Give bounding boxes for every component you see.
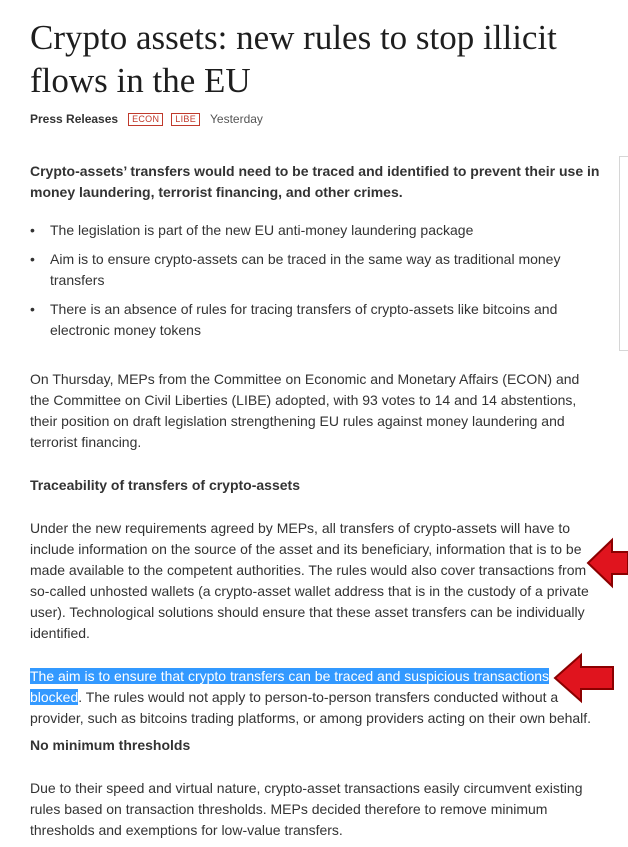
badge-econ[interactable]: ECON bbox=[128, 113, 163, 126]
list-item-text: The legislation is part of the new EU anti-money laundering package bbox=[50, 222, 474, 238]
bullet-icon: • bbox=[30, 222, 35, 238]
sidebar-frame bbox=[619, 156, 628, 351]
section-heading-thresholds: No minimum thresholds bbox=[30, 737, 191, 753]
list-item bbox=[30, 220, 600, 241]
section-heading-traceability: Traceability of transfers of crypto-assets bbox=[30, 477, 300, 493]
red-arrow-icon bbox=[586, 537, 628, 589]
list-item bbox=[30, 299, 600, 341]
paragraph-requirements: Under the new requirements agreed by MEPs, all transfers of crypto-assets will have to include information on the source of the asset and its beneficiary, information that is to be made available to the competent authorities. The rules would also cover transactions from so-called unhosted wallets (a crypto-asset wallet address that is in the custody of a private user). Technological solutions should ensure that these asset transfers can be individually identified. bbox=[30, 520, 589, 641]
paragraph-thresholds: Due to their speed and virtual nature, crypto-asset transactions easily circumvent existing rules based on transaction thresholds. MEPs decided therefore to remove minimum thresholds and exemptions for low-value transfers. bbox=[30, 780, 583, 838]
list-item-text: There is an absence of rules for tracing transfers of crypto-assets like bitcoins and electronic money tokens bbox=[50, 301, 558, 338]
selected-text[interactable]: The aim is to ensure that crypto transfers can be traced and suspicious transactions blocked bbox=[30, 668, 550, 705]
bullet-icon: • bbox=[30, 301, 35, 317]
list-item-text: Aim is to ensure crypto-assets can be traced in the same way as traditional money transfers bbox=[50, 251, 561, 288]
key-points-list bbox=[30, 220, 600, 341]
badge-libe[interactable]: LIBE bbox=[171, 113, 200, 126]
paragraph-vote: On Thursday, MEPs from the Committee on Economic and Monetary Affairs (ECON) and the Committee on Civil Liberties (LIBE) adopted, with 93 votes to 14 and 14 abstentions, their position on draft legislation strengthening EU rules against money laundering and terrorist financing. bbox=[30, 371, 580, 450]
publish-date: Yesterday bbox=[210, 112, 263, 126]
list-item bbox=[30, 249, 600, 291]
paragraph-aim bbox=[30, 666, 600, 729]
category-link[interactable]: Press Releases bbox=[30, 112, 119, 126]
red-arrow-icon bbox=[553, 652, 615, 704]
article-lead: Crypto-assets’ transfers would need to be traced and identified to prevent their use in money laundering, terrorist financing, and other crimes. bbox=[30, 163, 600, 200]
bullet-icon: • bbox=[30, 251, 35, 267]
article-meta bbox=[30, 110, 600, 128]
article-title: Crypto assets: new rules to stop illicit flows in the EU bbox=[30, 18, 557, 100]
article bbox=[30, 0, 600, 841]
paragraph-aim-rest: . The rules would not apply to person-to-person transfers conducted without a provider, such as bitcoins trading platforms, or among providers acting on their own behalf. bbox=[30, 689, 592, 726]
